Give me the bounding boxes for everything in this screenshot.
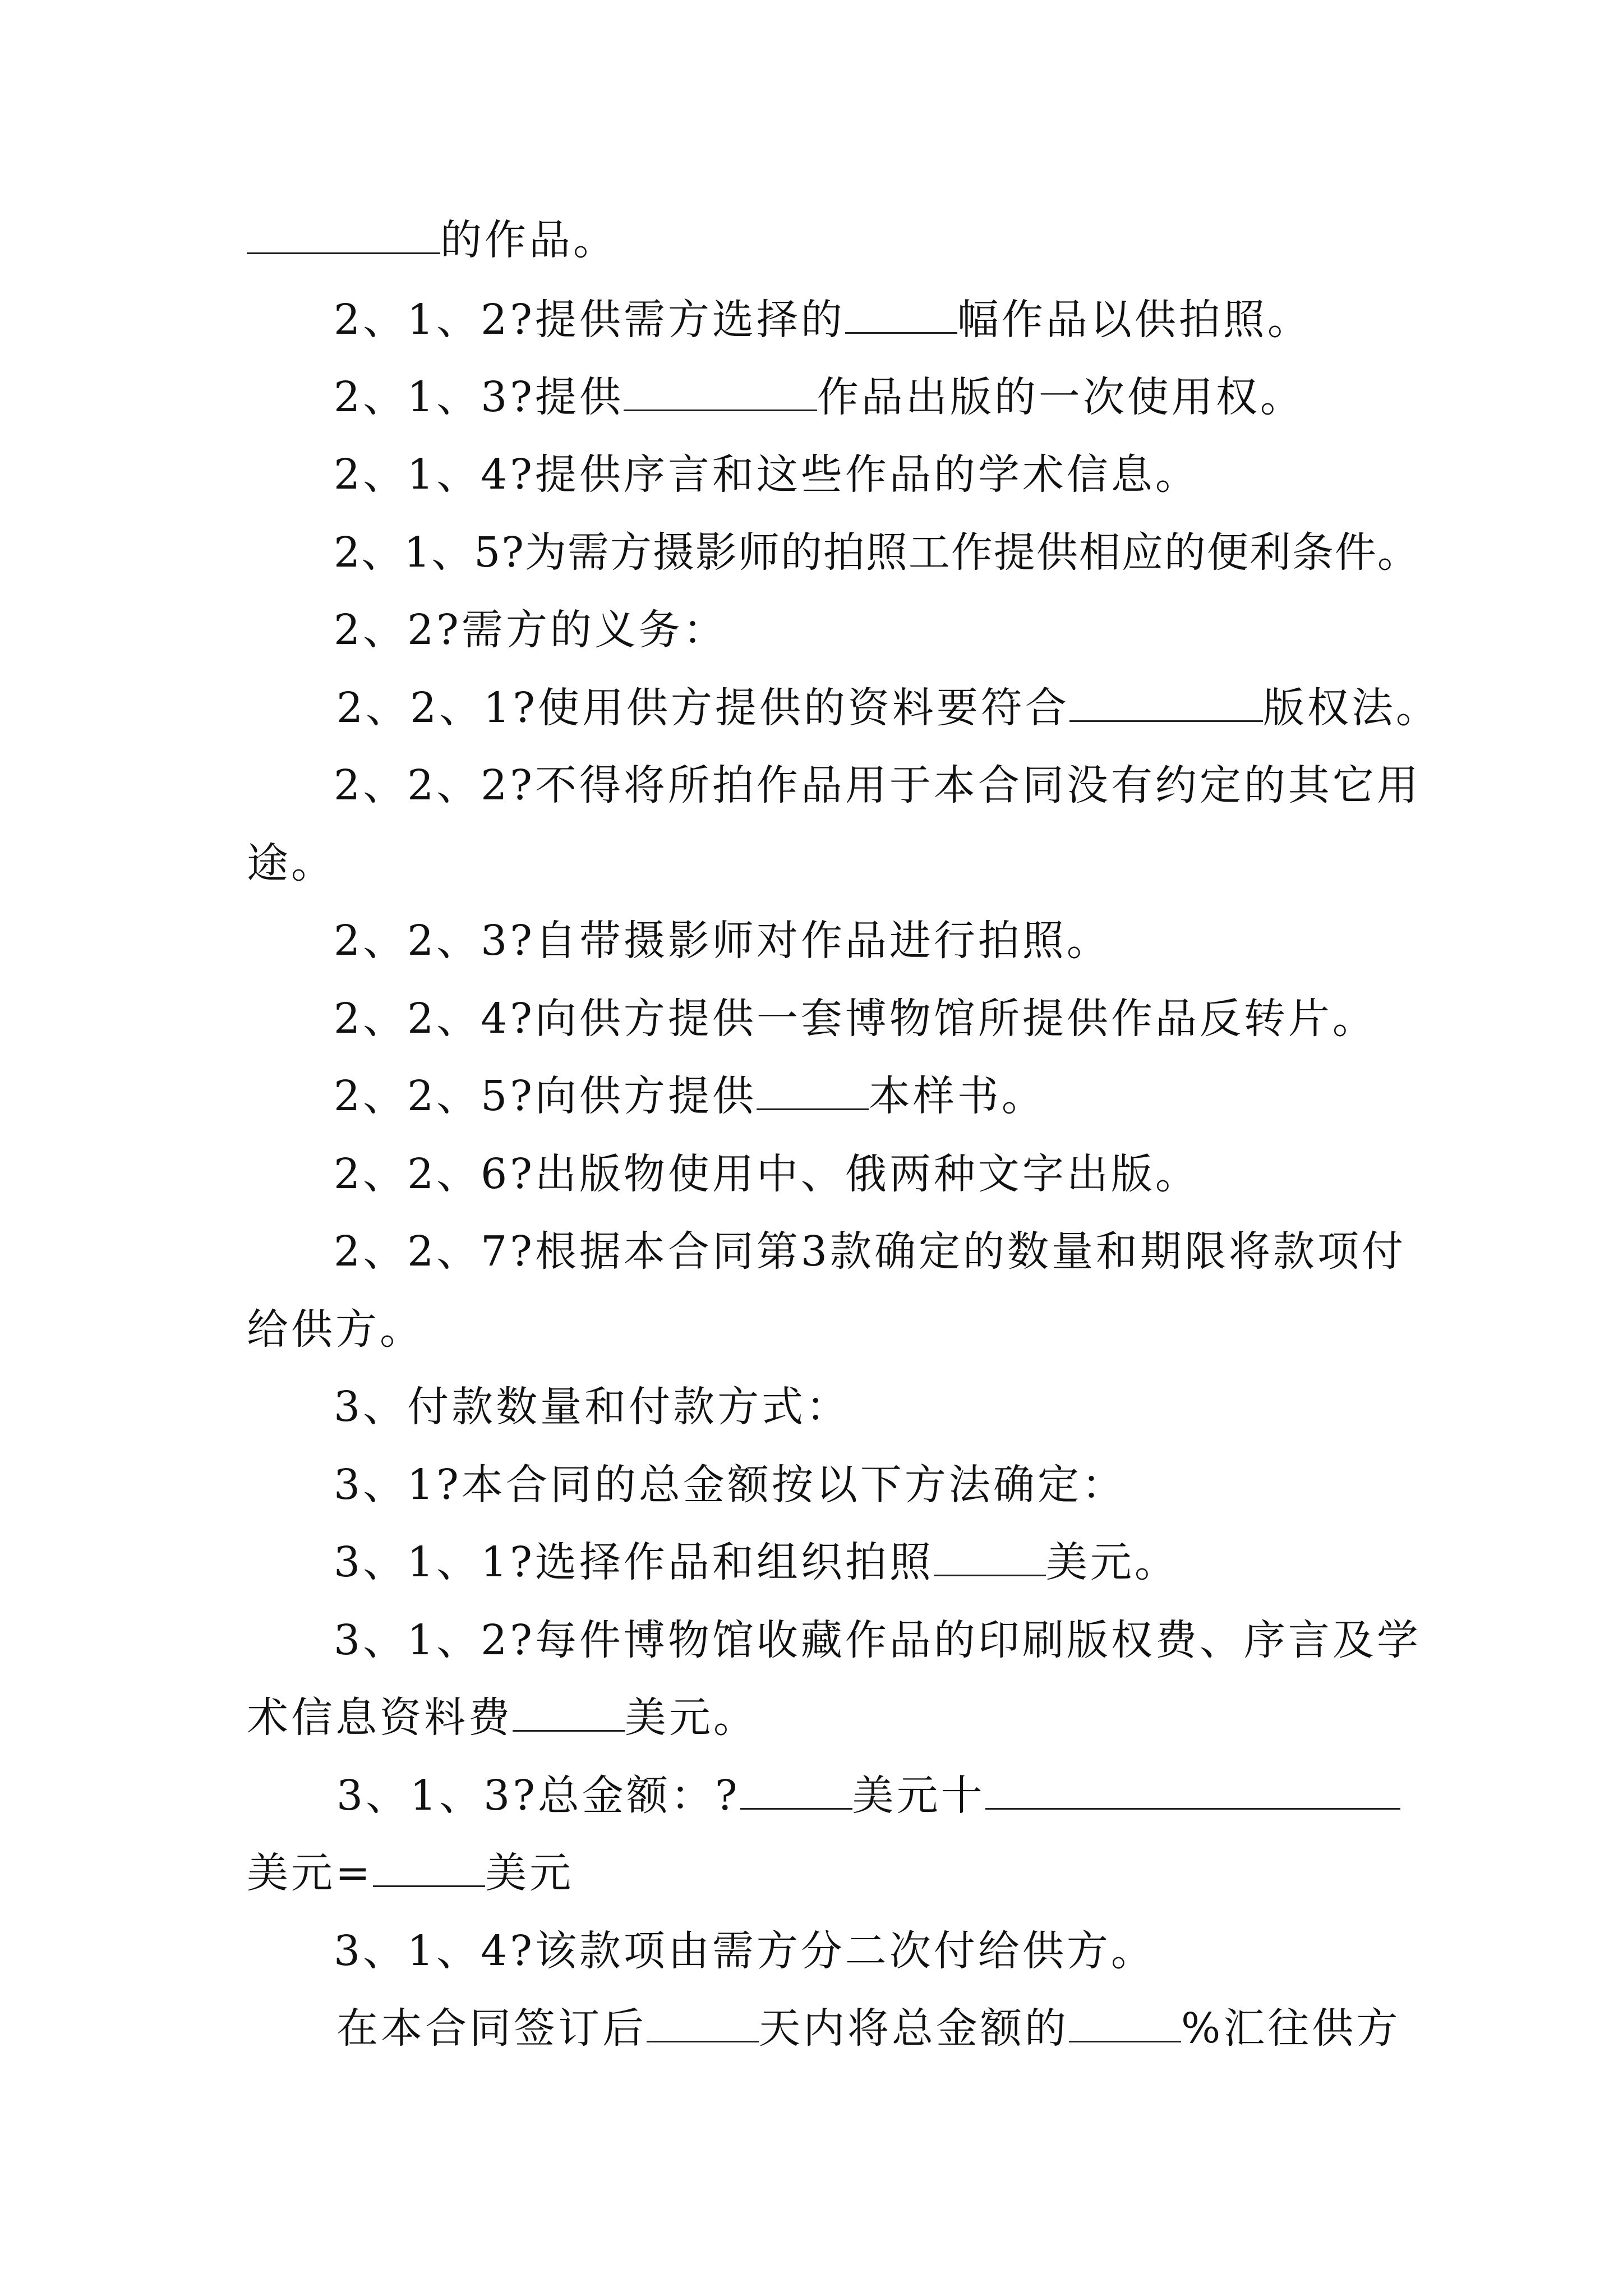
line-text: 美元: [485, 1849, 574, 1897]
line-text: 美元十: [852, 1772, 985, 1820]
clause-3-1-3: [336, 1768, 1400, 1824]
clause-2-1-5: [334, 524, 1420, 581]
line-text: 版权法。: [1262, 684, 1440, 732]
section-3-heading: [334, 1379, 850, 1435]
line-text: 2、2、3?自带摄影师对作品进行拍照。: [334, 917, 1111, 965]
line-text: 给供方。: [247, 1305, 424, 1354]
fill-in-blank: [985, 1773, 1400, 1810]
line-text: 2、2、5?向供方提供: [334, 1072, 757, 1120]
line-text: 2、1、2?提供需方选择的: [334, 296, 845, 344]
line-text: 2、2、7?根据本合同第3款确定的数量和期限将款项付: [334, 1227, 1406, 1276]
line-text: 美元=: [247, 1849, 374, 1897]
line-text: 2、2、1?使用供方提供的资料要符合: [336, 684, 1069, 732]
clause-3-1: [334, 1457, 1126, 1513]
clause-3-1-4: [334, 1923, 1155, 1979]
line-text: 术信息资料费: [247, 1694, 513, 1742]
line-text: 2、1、3?提供: [334, 373, 624, 421]
line-text: 天内将总金额的: [759, 2004, 1069, 2053]
fill-in-blank: [740, 1773, 852, 1810]
fill-in-blank: [845, 297, 957, 334]
line-text: 在本合同签订后: [336, 2004, 647, 2053]
clause-3-1-2-continued: [247, 1690, 758, 1746]
clause-3-1-1: [334, 1534, 1179, 1590]
clause-2-2-4: [334, 991, 1377, 1047]
fill-in-blank: [624, 375, 817, 411]
clause-2-2-2-continued: [247, 835, 335, 891]
line-1: [247, 212, 617, 268]
fill-in-blank: [757, 1074, 869, 1110]
clause-2-1-3: [334, 369, 1304, 425]
line-text: 美元。: [1045, 1538, 1179, 1586]
clause-3-1-3-continued: [247, 1845, 574, 1901]
line-text: 的作品。: [440, 216, 617, 264]
clause-2-2: [334, 602, 727, 658]
line-text: 2、2?需方的义务：: [334, 606, 727, 654]
fill-in-blank: [647, 2006, 759, 2042]
clause-2-1-2: [334, 292, 1312, 348]
line-text: 本样书。: [868, 1072, 1046, 1120]
line-text: %汇往供方: [1181, 2004, 1401, 2053]
line-text: 2、1、5?为需方摄影师的拍照工作提供相应的便利条件。: [334, 528, 1420, 577]
fill-in-blank: [513, 1695, 625, 1732]
line-text: 3、1?本合同的总金额按以下方法确定：: [334, 1461, 1126, 1509]
line-text: 3、1、4?该款项由需方分二次付给供方。: [334, 1927, 1155, 1975]
clause-2-2-2: [334, 757, 1421, 813]
payment-schedule-line: [336, 2000, 1400, 2056]
fill-in-blank: [934, 1540, 1046, 1576]
line-text: 2、1、4?提供序言和这些作品的学术信息。: [334, 450, 1200, 499]
line-text: 幅作品以供拍照。: [957, 296, 1312, 344]
line-text: 途。: [247, 839, 335, 887]
line-text: 3、1、3?总金额：?: [336, 1772, 740, 1820]
line-text: 2、2、6?出版物使用中、俄两种文字出版。: [334, 1150, 1200, 1198]
clause-2-2-6: [334, 1146, 1200, 1202]
line-text: 作品出版的一次使用权。: [817, 373, 1304, 421]
fill-in-blank: [1069, 685, 1263, 722]
clause-2-2-3: [334, 913, 1111, 969]
line-text: 3、付款数量和付款方式：: [334, 1383, 851, 1431]
clause-2-2-7: [334, 1223, 1406, 1280]
clause-2-1-4: [334, 447, 1200, 503]
fill-in-blank: [1069, 2006, 1181, 2042]
line-text: 美元。: [625, 1694, 758, 1742]
line-text: 2、2、4?向供方提供一套博物馆所提供作品反转片。: [334, 995, 1377, 1043]
clause-2-2-7-continued: [247, 1301, 424, 1358]
clause-3-1-2: [334, 1612, 1421, 1668]
line-text: 2、2、2?不得将所拍作品用于本合同没有约定的其它用: [334, 761, 1421, 809]
fill-in-blank: [247, 218, 440, 254]
clause-2-2-1: [336, 680, 1440, 736]
line-text: 3、1、2?每件博物馆收藏作品的印刷版权费、序言及学: [334, 1616, 1421, 1664]
clause-2-2-5: [334, 1068, 1046, 1124]
fill-in-blank: [373, 1851, 485, 1887]
line-text: 3、1、1?选择作品和组织拍照: [334, 1538, 934, 1586]
